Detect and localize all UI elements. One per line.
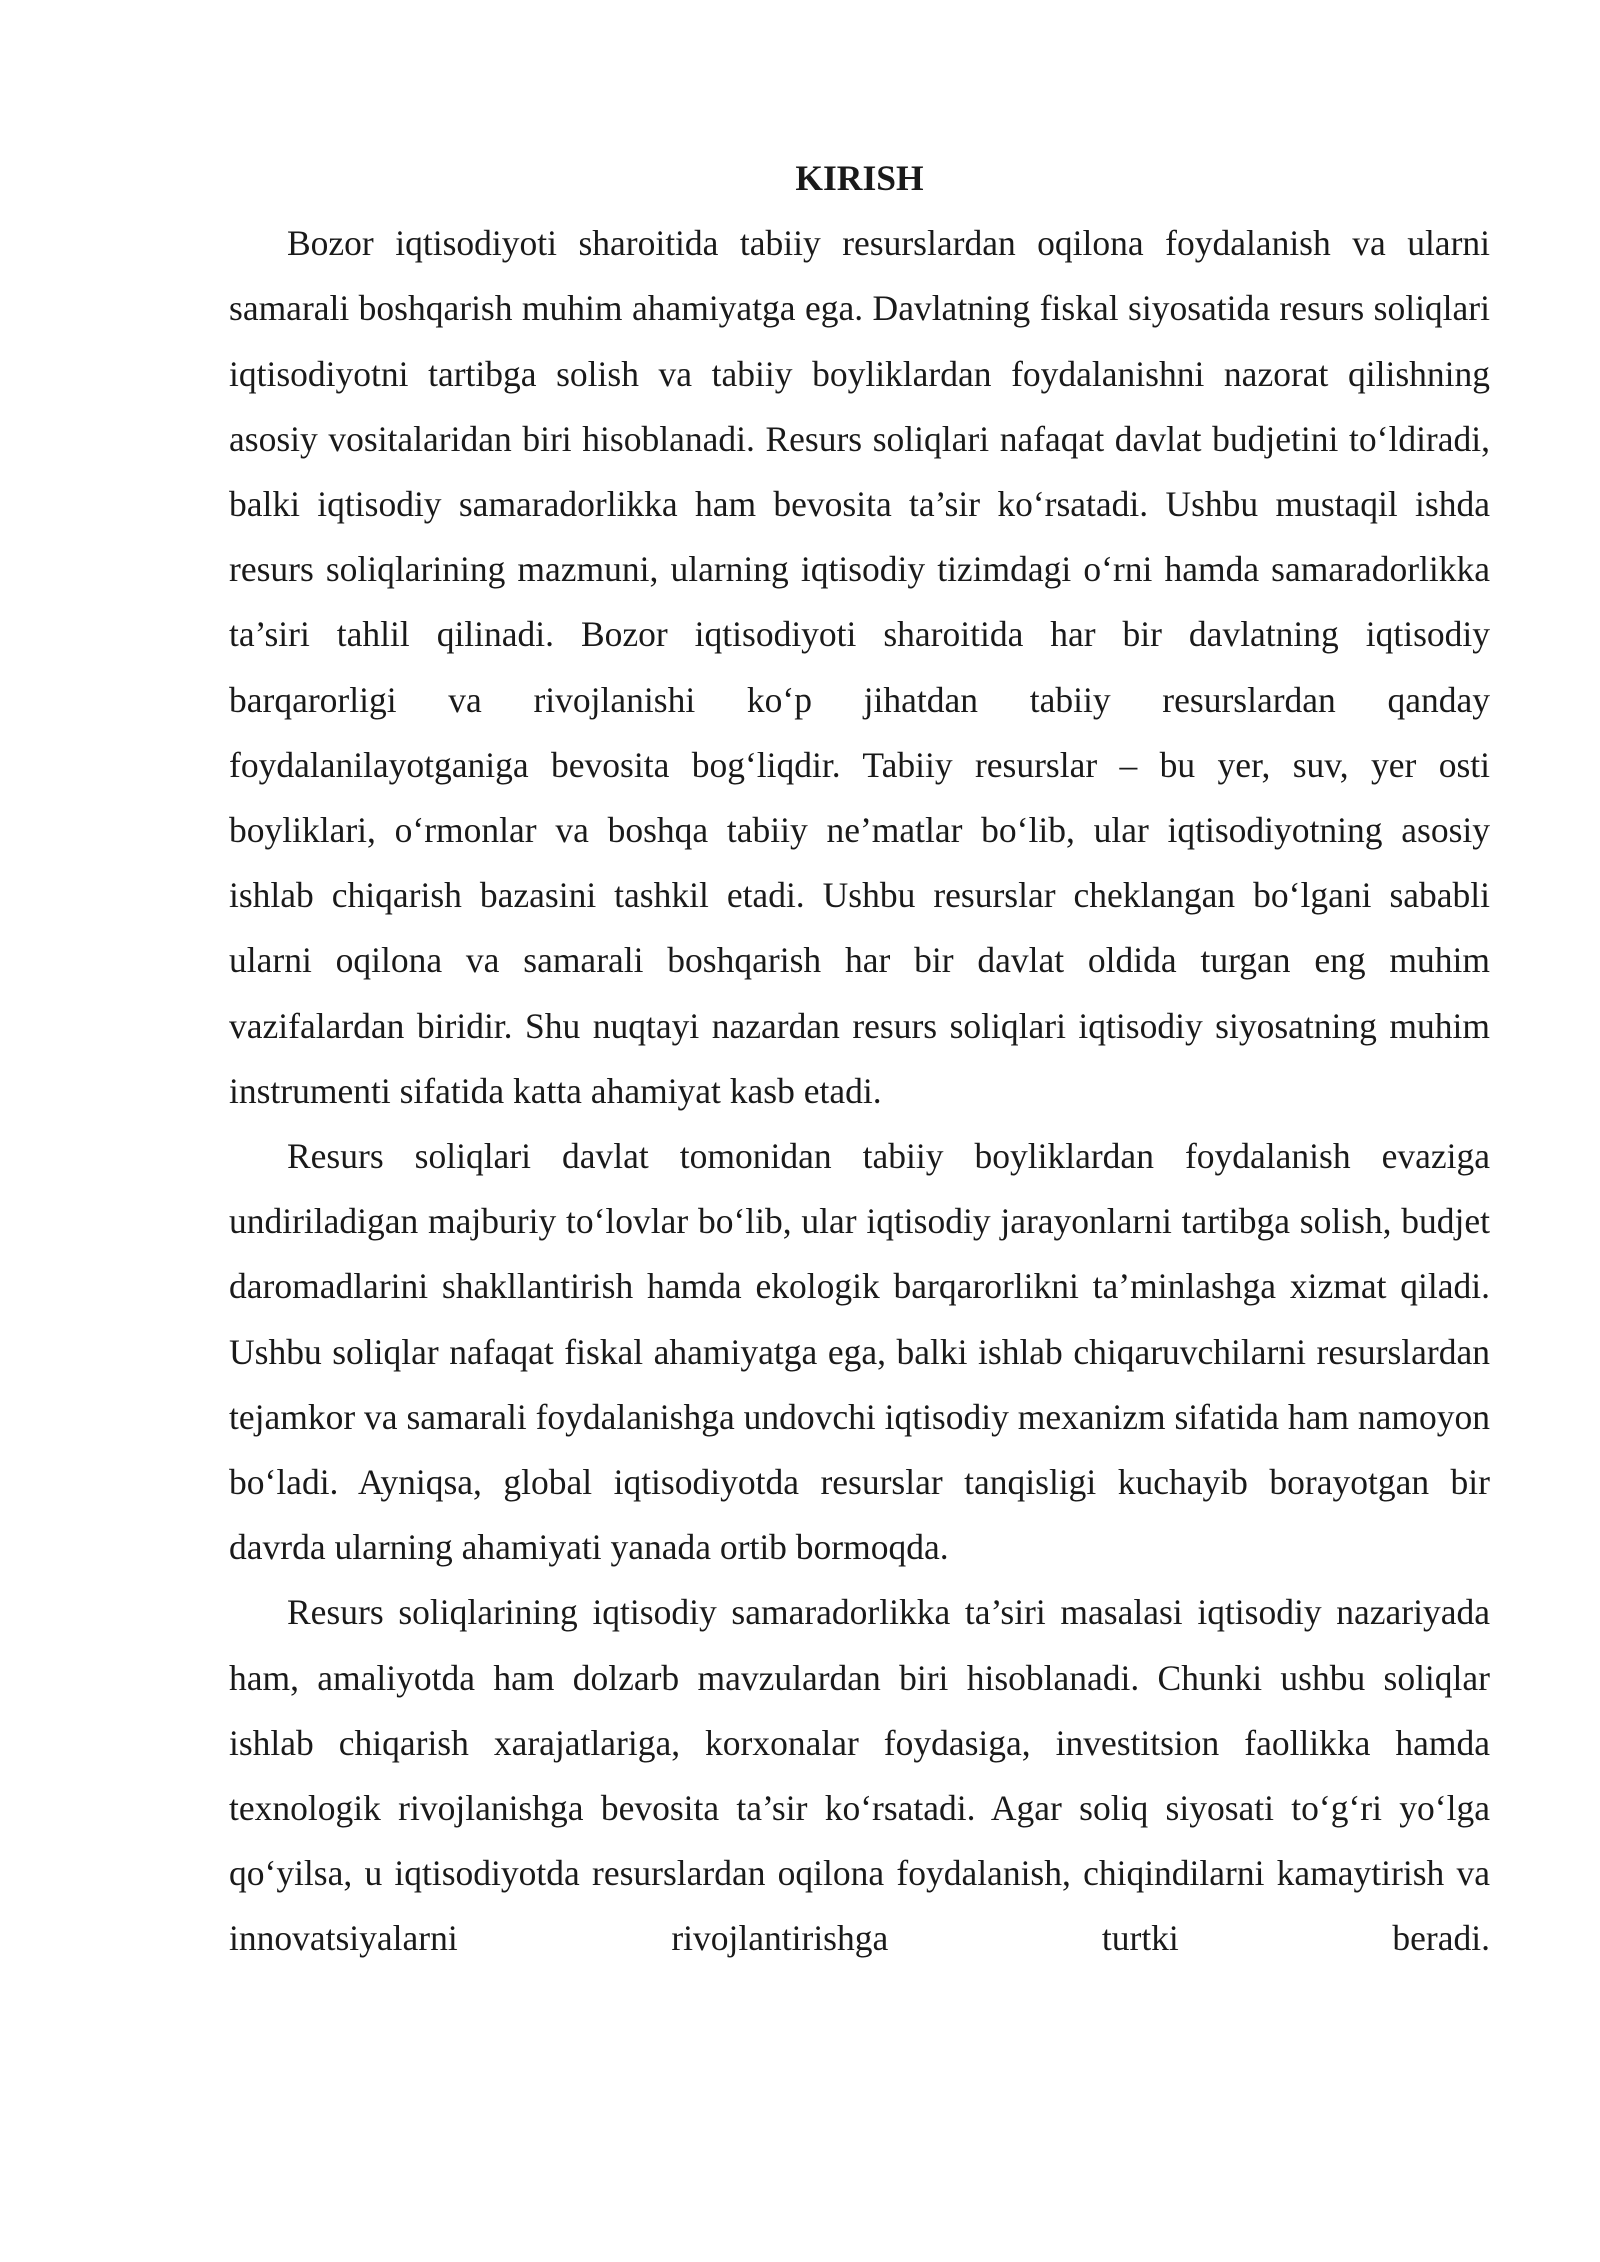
paragraph-2: Resurs soliqlari davlat tomonidan tabiiy boyliklardan foydalanish evaziga undiriladigan majburiy to‘lovlar bo‘lib, ular iqtisodiy jarayonlarni tartibga solish, budjet daromadlarini shakllantirish hamda ekologik barqarorlikni ta’minlashga xizmat qiladi. Ushbu soliqlar nafaqat fiskal ahamiyatga ega, balki ishlab chiqaruvchilarni resurslardan tejamkor va samarali foydalanishga undovchi iqtisodiy mexanizm sifatida ham namoyon bo‘ladi. Ayniqsa, global iqtisodiyotda resurslar tanqisligi kuchayib borayotgan bir davrda ularning ahamiyati yanada ortib bormoqda. (229, 1136, 1490, 1568)
document-body (229, 146, 1490, 1972)
paragraph-3: Resurs soliqlarining iqtisodiy samaradorlikka ta’siri masalasi iqtisodiy nazariyada ham, amaliyotda ham dolzarb mavzulardan biri hisoblanadi. Chunki ushbu soliqlar ishlab chiqarish xarajatlariga, korxonalar foydasiga, investitsion faollikka hamda texnologik rivojlanishga bevosita ta’sir ko‘rsatadi. Agar soliq siyosati to‘g‘ri yo‘lga qo‘yilsa, u iqtisodiyotda resurslardan oqilona foydalanish, chiqindilarni kamaytirish va innovatsiyalarni rivojlantirishga turtki beradi. (229, 1592, 1490, 1959)
paragraph-1: Bozor iqtisodiyoti sharoitida tabiiy resurslardan oqilona foydalanish va ularni samarali boshqarish muhim ahamiyatga ega. Davlatning fiskal siyosatida resurs soliqlari iqtisodiyotni tartibga solish va tabiiy boyliklardan foydalanishni nazorat qilishning asosiy vositalaridan biri hisoblanadi. Resurs soliqlari nafaqat davlat budjetini to‘ldiradi, balki iqtisodiy samaradorlikka ham bevosita ta’sir ko‘rsatadi. Ushbu mustaqil ishda resurs soliqlarining mazmuni, ularning iqtisodiy tizimdagi o‘rni hamda samaradorlikka ta’siri tahlil qilinadi. Bozor iqtisodiyoti sharoitida har bir davlatning iqtisodiy barqarorligi va rivojlanishi ko‘p jihatdan tabiiy resurslardan qanday foydalanilayotganiga bevosita bog‘liqdir. Tabiiy resurslar – bu yer, suv, yer osti boyliklari, o‘rmonlar va boshqa tabiiy ne’matlar bo‘lib, ular iqtisodiyotning asosiy ishlab chiqarish bazasini tashkil etadi. Ushbu resurslar cheklangan bo‘lgani sababli ularni oqilona va samarali boshqarish har bir davlat oldida turgan eng muhim vazifalardan biridir. Shu nuqtayi nazardan resurs soliqlari iqtisodiy siyosatning muhim instrumenti sifatida katta ahamiyat kasb etadi. (229, 223, 1490, 1111)
document-title: KIRISH (795, 158, 924, 198)
